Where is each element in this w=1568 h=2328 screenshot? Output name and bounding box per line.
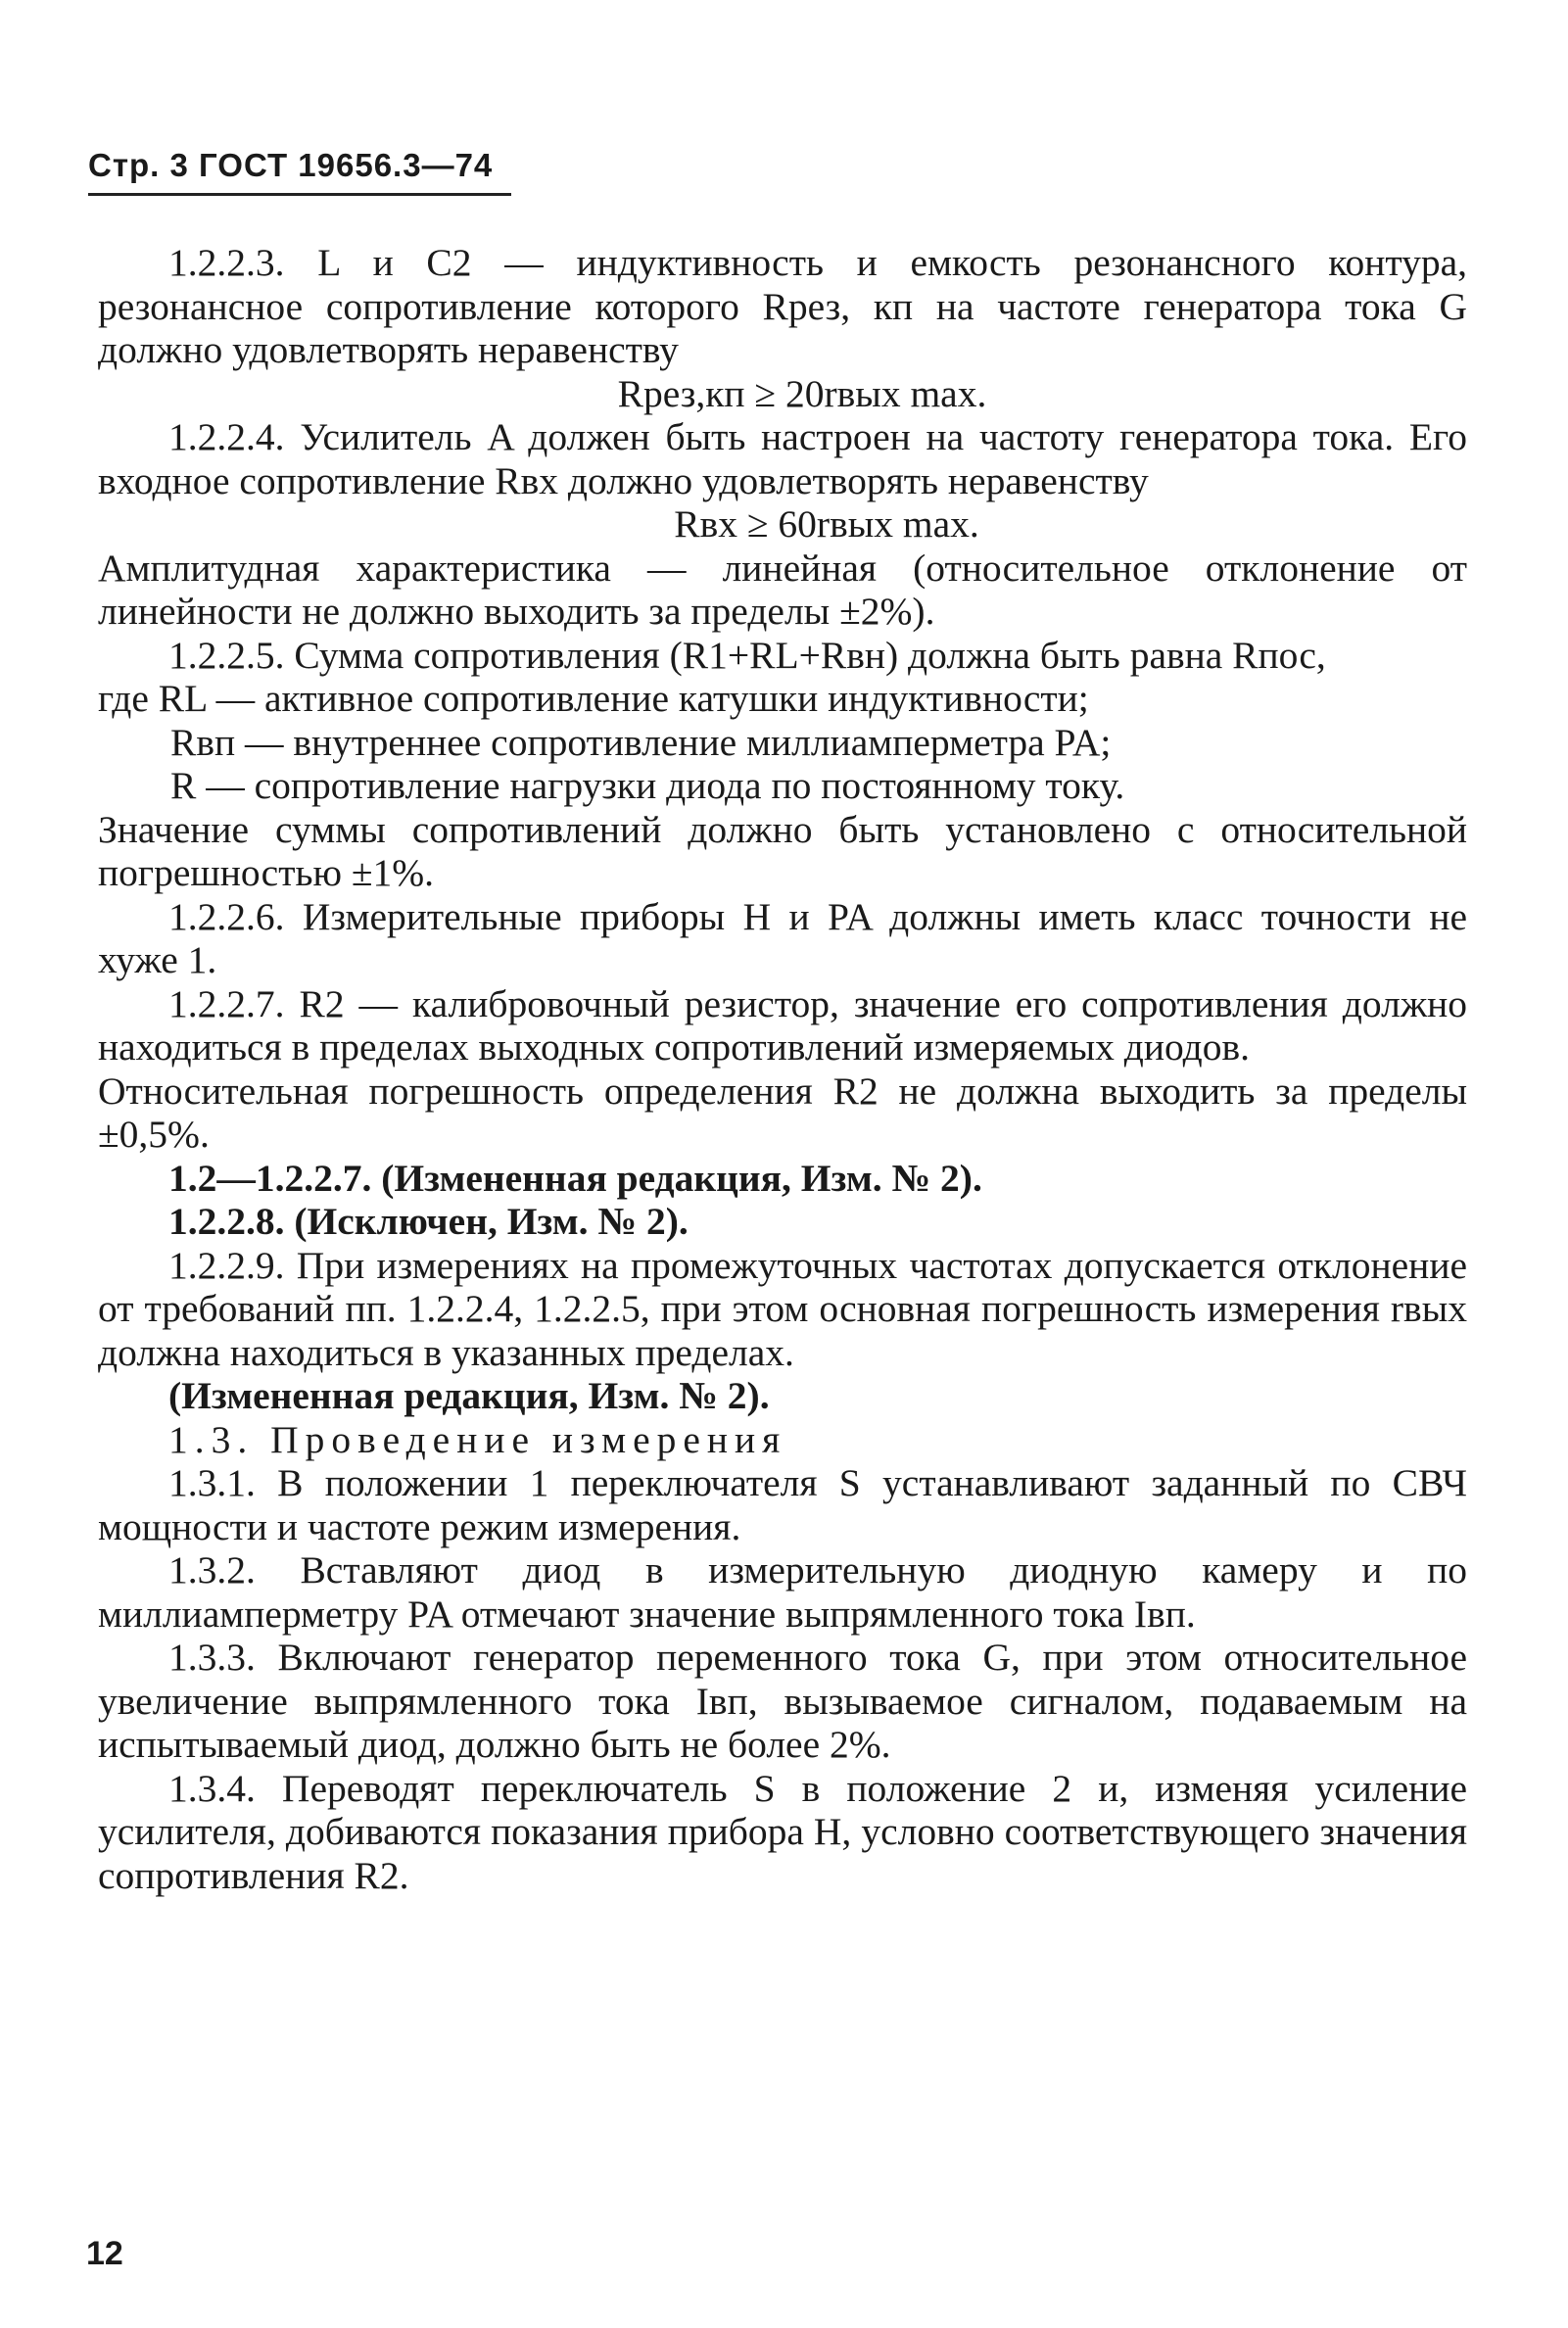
amendment-note-2: 1.2.2.8. (Исключен, Изм. № 2). — [168, 1200, 689, 1243]
paragraph-1-3-4: 1.3.4. Переводят переключатель S в положение 2 и, изменяя усиление усилителя, добиваются показания прибора H, условно соответствующего значения сопротивления R2. — [98, 1766, 1467, 1897]
paragraph-1-2-2-6: 1.2.2.6. Измерительные приборы H и PA должны иметь класс точности не хуже 1. — [98, 894, 1467, 981]
page-number: 12 — [86, 2235, 123, 2272]
paragraph-1-3-2: 1.3.2. Вставляют диод в измерительную диодную камеру и по миллиамперметру PA отмечают значение выпрямленного тока Iвп. — [98, 1548, 1467, 1636]
definition-rvp: Rвп — внутреннее сопротивление миллиамперметра PA; — [170, 720, 1112, 764]
paragraph-1-3-3: 1.3.3. Включают генератор переменного тока G, при этом относительное увеличение выпрямленного тока Iвп, вызываемое сигналом, подаваемым на испытываемый диод, должно быть не более 2%. — [98, 1636, 1467, 1766]
paragraph-1-2-2-7: 1.2.2.7. R2 — калибровочный резистор, значение его сопротивления должно находиться в пределах выходных сопротивлений измеряемых диодов. — [98, 981, 1467, 1069]
paragraph-1-2-2-9: 1.2.2.9. При измерениях на промежуточных частотах допускается отклонение от требований пп. 1.2.2.4, 1.2.2.5, при этом основная погрешность измерения rвых должна находиться в указанных пределах. — [98, 1243, 1467, 1374]
paragraph-1-3-1: 1.3.1. В положении 1 переключателя S устанавливают заданный по СВЧ мощности и частоте режим измерения. — [98, 1461, 1467, 1548]
formula-r-rez: Rрез,кп ≥ 20rвых max. — [617, 371, 987, 415]
document-body — [98, 241, 1467, 1897]
paragraph-1-2-2-4: 1.2.2.4. Усилитель A должен быть настроен на частоту генератора тока. Его входное сопротивление Rвх должно удовлетворять неравенству — [98, 415, 1467, 502]
definition-r: R — сопротивление нагрузки диода по постоянному току. — [170, 764, 1125, 807]
section-heading-1-3: 1.3. Проведение измерения — [168, 1417, 787, 1461]
amendment-note-3: (Измененная редакция, Изм. № 2). — [168, 1374, 770, 1417]
formula-r-vx: Rвх ≥ 60rвых max. — [674, 502, 979, 546]
paragraph-1-2-2-5: 1.2.2.5. Сумма сопротивления (R1+RL+Rвн) должна быть равна Rпос, — [168, 633, 1326, 677]
page-header: Стр. 3 ГОСТ 19656.3—74 — [88, 147, 494, 183]
header-rule — [88, 193, 511, 196]
paragraph-sum-value: Значение суммы сопротивлений должно быть установлено с относительной погрешностью ±1%. — [98, 807, 1467, 894]
paragraph-r2-error: Относительная погрешность определения R2 не должна выходить за пределы ±0,5%. — [98, 1069, 1467, 1156]
paragraph-1-2-2-3: 1.2.2.3. L и С2 — индуктивность и емкость резонансного контура, резонансное сопротивление которого Rрез, кп на частоте генератора тока G должно удовлетворять неравенству — [98, 241, 1467, 371]
definition-rl: где RL — активное сопротивление катушки индуктивности; — [98, 677, 1089, 720]
paragraph-amplitude: Амплитудная характеристика — линейная (относительное отклонение от линейности не должно выходить за пределы ±2%). — [98, 546, 1467, 633]
amendment-note-1: 1.2—1.2.2.7. (Измененная редакция, Изм. № 2). — [168, 1156, 982, 1200]
